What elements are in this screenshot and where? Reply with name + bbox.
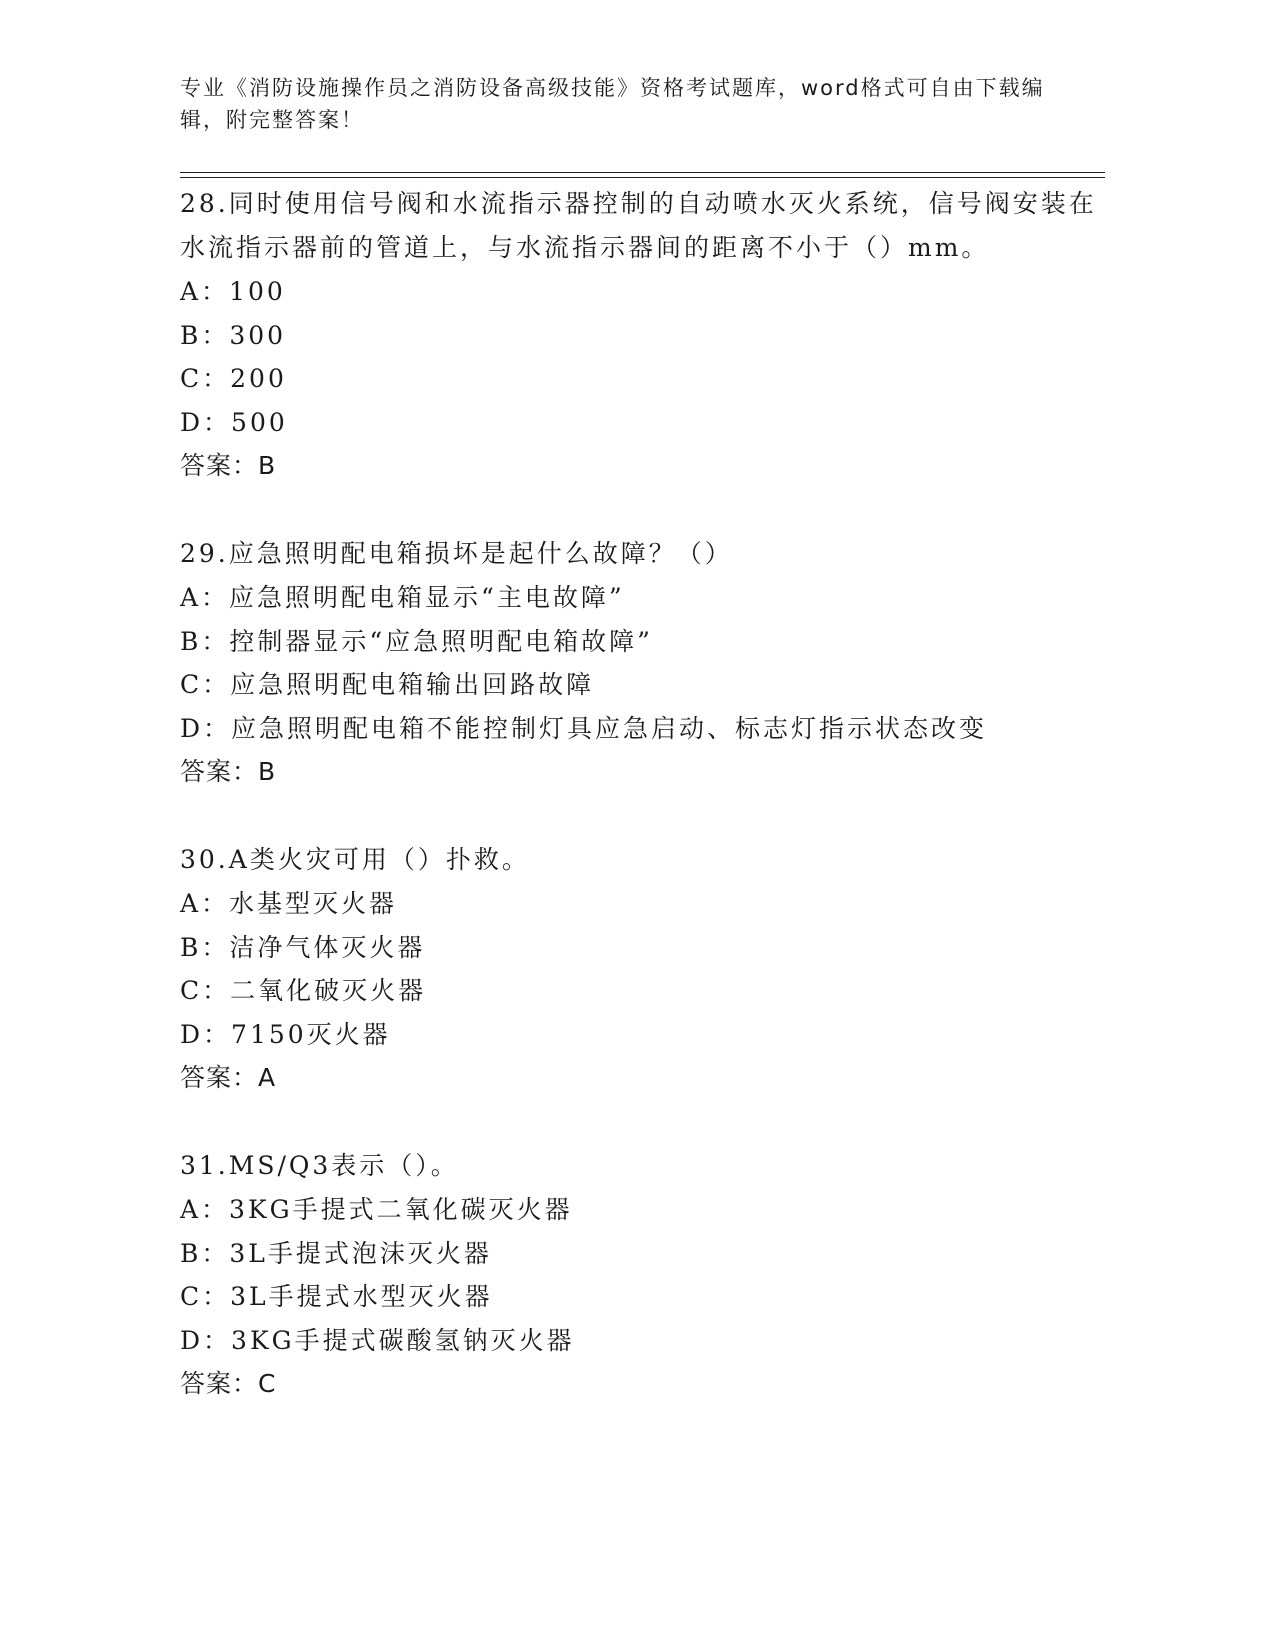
question-title: 30.A类火灾可用（）扑救。: [180, 845, 530, 874]
answer: 答案：B: [180, 451, 277, 480]
option-d: D：3KG手提式碳酸氢钠灭火器: [180, 1325, 575, 1355]
option-a: A：应急照明配电箱显示“主电故障”: [180, 583, 625, 612]
option-d: D：7150灭火器: [180, 1019, 391, 1049]
question-28: [180, 180, 1100, 488]
question-title: 31.MS/Q3表示（）。: [180, 1151, 459, 1180]
answer: 答案：A: [180, 1063, 277, 1092]
option-d: D：应急照明配电箱不能控制灯具应急启动、标志灯指示状态改变: [180, 713, 988, 743]
option-a: A：100: [180, 277, 286, 306]
option-c: C：200: [180, 364, 287, 393]
question-title: 28.同时使用信号阀和水流指示器控制的自动喷水灭火系统，信号阀安装在水流指示器前的管道上，与水流指示器间的距离不小于（）mm。: [180, 189, 1097, 262]
question-30: [180, 836, 1100, 1100]
option-c: C：3L手提式水型灭火器: [180, 1282, 493, 1311]
question-title: 29.应急照明配电箱损坏是起什么故障？（）: [180, 539, 733, 568]
option-c: C：二氧化破灭火器: [180, 976, 427, 1005]
option-b: B：洁净气体灭火器: [180, 932, 426, 962]
answer: 答案：C: [180, 1369, 277, 1398]
option-b: B：控制器显示“应急照明配电箱故障”: [180, 626, 653, 656]
document-header: 专业《消防设施操作员之消防设备高级技能》资格考试题库，word格式可自由下载编辑，附完整答案！: [180, 76, 1045, 132]
option-c: C：应急照明配电箱输出回路故障: [180, 670, 595, 699]
header-divider-bottom: [180, 177, 1105, 178]
question-29: [180, 530, 1100, 794]
header-divider-top: [180, 172, 1105, 173]
option-a: A：3KG手提式二氧化碳灭火器: [180, 1195, 573, 1224]
answer: 答案：B: [180, 757, 277, 786]
option-b: B：300: [180, 320, 287, 350]
option-d: D：500: [180, 407, 288, 437]
question-31: [180, 1142, 1100, 1406]
option-b: B：3L手提式泡沫灭火器: [180, 1238, 492, 1268]
question-list: [180, 180, 1100, 1448]
option-a: A：水基型灭火器: [180, 889, 398, 918]
